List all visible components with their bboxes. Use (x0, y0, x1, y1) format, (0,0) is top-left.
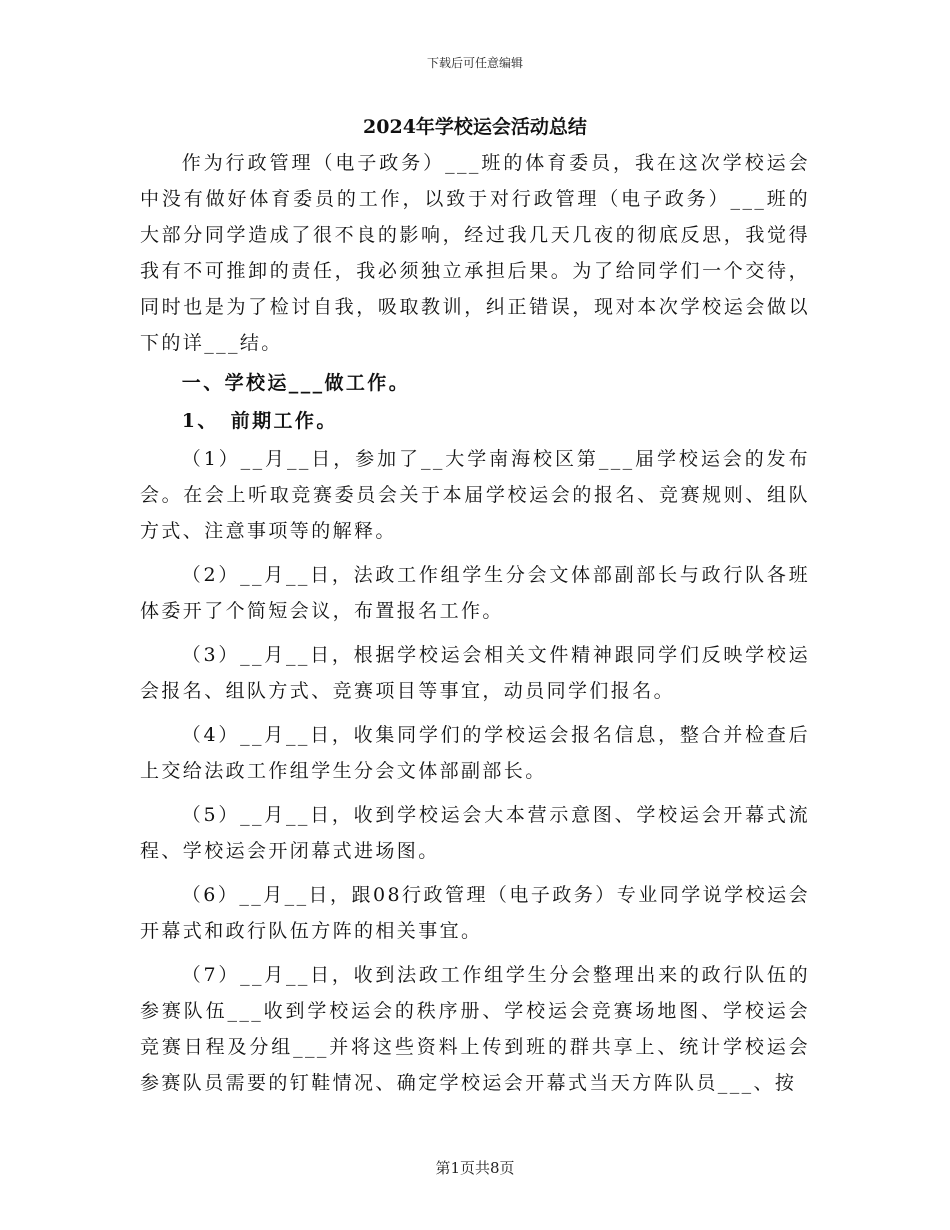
intro-paragraph: 作为行政管理（电子政务）___班的体育委员，我在这次学校运会中没有做好体育委员的工作，以致于对行政管理（电子政务）___班的大部分同学造成了很不良的影响，经过我几天几夜的彻底反思，我觉得我有不可推卸的责任，我必须独立承担后果。为了给同学们一个交待，同时也是为了检讨自我，吸取教训，纠正错误，现对本次学校运会做以下的详___结。 (140, 152, 810, 354)
document-title: 2024年学校运会活动总结 (363, 116, 587, 138)
list-item: （3）__月__日，根据学校运会相关文件精神跟同学们反映学校运会报名、组队方式、竞赛项目等事宜，动员同学们报名。 (140, 644, 810, 702)
page-header: 下载后可任意编辑 (426, 56, 523, 70)
list-item: （6）__月__日，跟08行政管理（电子政务）专业同学说学校运会开幕式和政行队伍方阵的相关事宜。 (140, 884, 810, 942)
document-body (140, 112, 810, 1101)
section-heading: 一、学校运___做工作。 (181, 372, 411, 394)
list-item: （7）__月__日，收到法政工作组学生分会整理出来的政行队伍的参赛队伍___收到学校运会的秩序册、学校运会竞赛场地图、学校运会竞赛日程及分组___并将这些资料上传到班的群共享上、统计学校运会参赛队员需要的钉鞋情况、确定学校运会开幕式当天方阵队员___、按 (140, 964, 810, 1094)
list-item: （4）__月__日，收集同学们的学校运会报名信息，整合并检查后上交给法政工作组学生分会文体部副部长。 (140, 724, 810, 782)
list-item: （1）__月__日，参加了__大学南海校区第___届学校运会的发布会。在会上听取竞赛委员会关于本届学校运会的报名、竞赛规则、组队方式、注意事项等的解释。 (140, 448, 810, 542)
page-footer: 第1页共8页 (435, 1159, 515, 1177)
list-item: （2）__月__日，法政工作组学生分会文体部副部长与政行队各班体委开了个简短会议，布置报名工作。 (140, 564, 810, 622)
list-item: （5）__月__日，收到学校运会大本营示意图、学校运会开幕式流程、学校运会开闭幕式进场图。 (140, 804, 810, 862)
subsection-heading: 1、 前期工作。 (181, 410, 338, 432)
